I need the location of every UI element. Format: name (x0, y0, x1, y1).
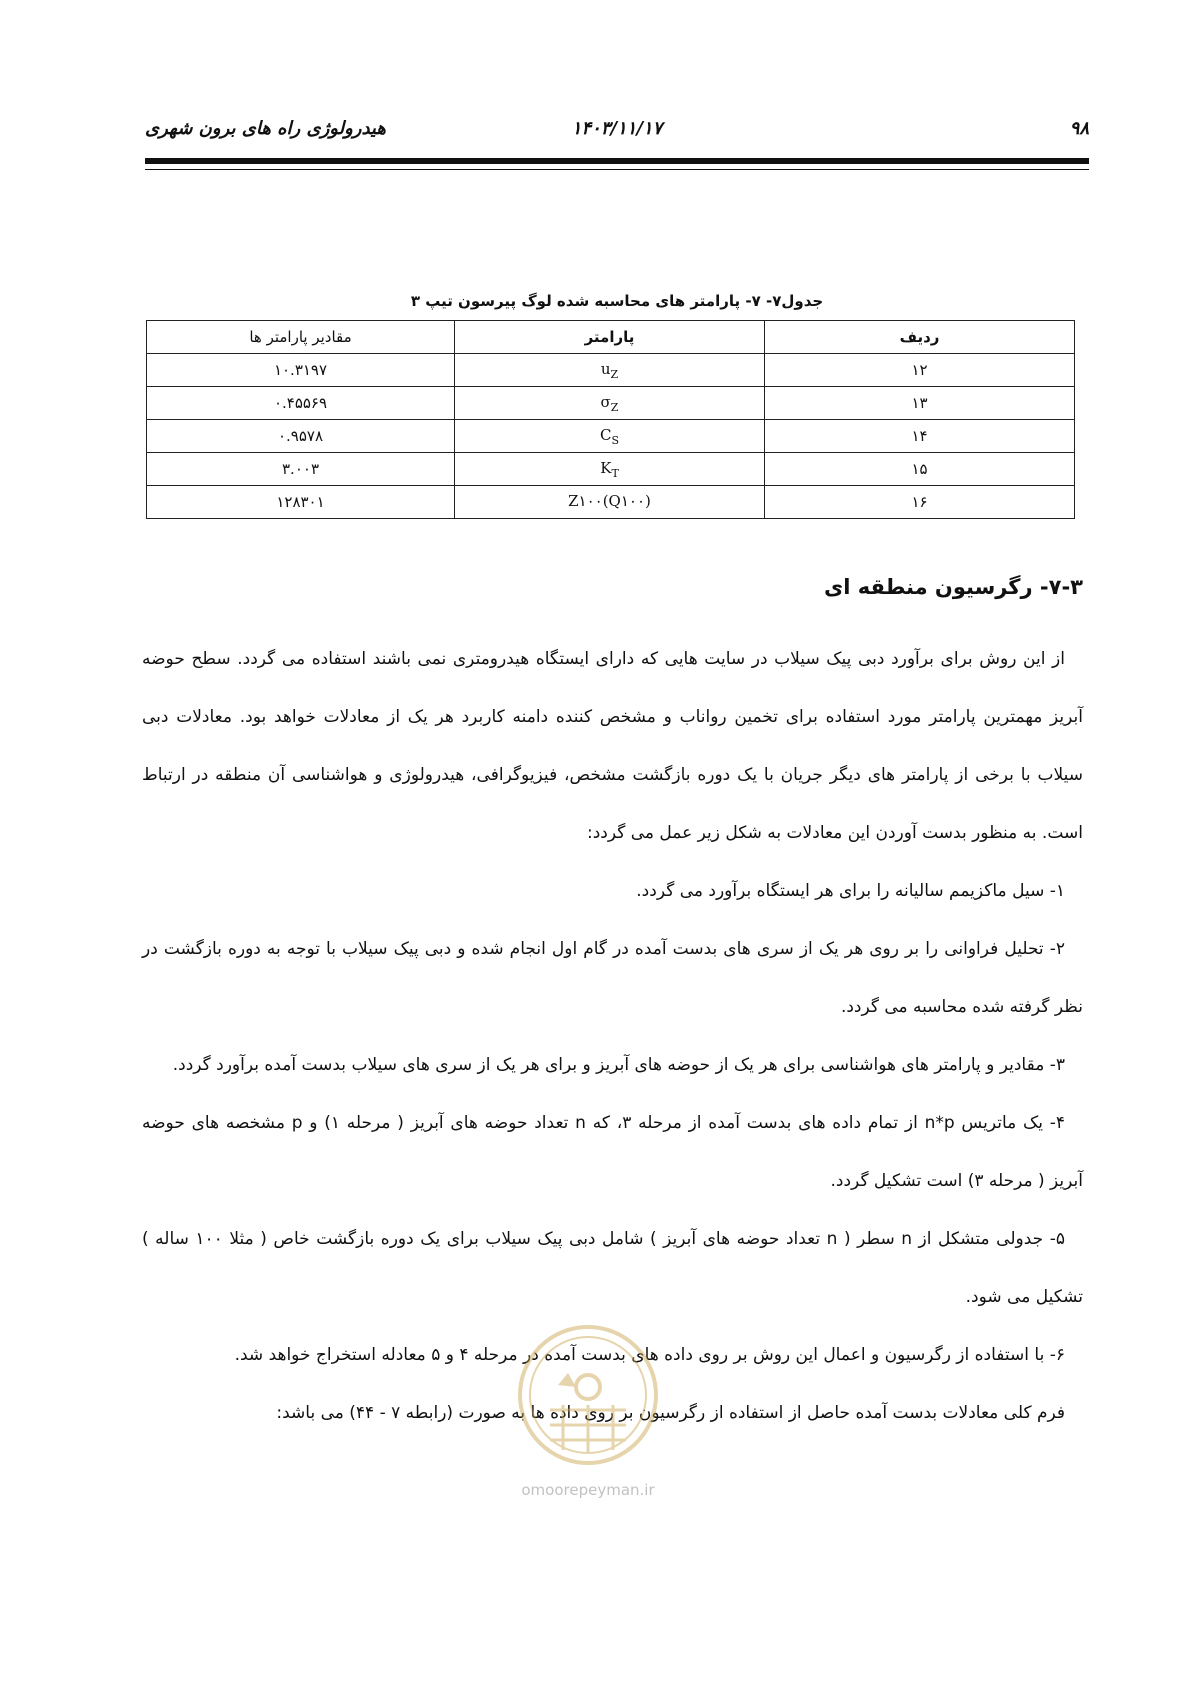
symbol-base: Z۱۰۰(Q۱۰۰) (568, 491, 651, 510)
header-date: ۱۴۰۳/۱۱/۱۷ (571, 118, 663, 139)
header-parameter: پارامتر (455, 321, 765, 354)
header-rule-thick (145, 158, 1089, 164)
row-number: ۱۵ (765, 453, 1075, 486)
intro-paragraph: از این روش برای برآورد دبی پیک سیلاب در سایت هایی که دارای ایستگاه هیدرومتری نمی باشند استفاده می گردد. سطح حوضه آبریز مهمترین پارامتر مورد استفاده برای تخمین رواناب و مشخص کننده دامنه کاربرد هر یک از معادلات خواهد بود. معادلات دبی سیلاب با برخی از پارامتر های دیگر جریان با یک دوره بازگشت مشخص، فیزیوگرافی، هیدرولوژی و هواشناسی آن منطقه در ارتباط است. به منظور بدست آوردن این معادلات به شکل زیر عمل می گردد: (142, 649, 1083, 843)
row-number: ۱۳ (765, 387, 1075, 420)
page-number: ۹۸ (1069, 118, 1089, 139)
section-heading: ۷-۳- رگرسیون منطقه ای (823, 575, 1083, 599)
general-form-sentence: فرم کلی معادلات بدست آمده حاصل از استفاده از رگرسیون بر روی داده ها به صورت (رابطه ۷ - ۴۴) می باشد: (276, 1403, 1065, 1423)
symbol-base: K (600, 458, 612, 477)
row-number: ۱۲ (765, 354, 1075, 387)
parameter-symbol (455, 354, 765, 387)
parameter-symbol (455, 420, 765, 453)
parameter-symbol (455, 387, 765, 420)
table-row (147, 486, 1075, 519)
header-values: مقادیر پارامتر ها (147, 321, 455, 354)
symbol-base: u (600, 359, 611, 378)
table-row (147, 420, 1075, 453)
running-header (145, 118, 1089, 148)
symbol-base: σ (600, 392, 611, 411)
parameter-value: ۰.۹۵۷۸ (147, 420, 455, 453)
parameter-value: ۱۰.۳۱۹۷ (147, 354, 455, 387)
parameter-value: ۳.۰۰۳ (147, 453, 455, 486)
watermark-url: omoorepeyman.ir (521, 1481, 655, 1499)
table-row (147, 354, 1075, 387)
symbol-subscript: T (611, 466, 619, 480)
step-1: ۱- سیل ماکزیمم سالیانه را برای هر ایستگاه برآورد می گردد. (636, 881, 1065, 901)
symbol-base: C (599, 425, 612, 444)
book-title: هیدرولوژی راه های برون شهری (145, 118, 386, 139)
header-row-number: ردیف (765, 321, 1075, 354)
table-row (147, 453, 1075, 486)
watermark (488, 1315, 688, 1499)
step-5: ۵- جدولی متشکل از n سطر ( n تعداد حوضه های آبریز ) شامل دبی پیک سیلاب برای یک دوره بازگشت خاص ( مثلا ۱۰۰ ساله ) تشکیل می شود. (142, 1229, 1083, 1307)
watermark-logo-icon (488, 1315, 688, 1475)
step-2: ۲- تحلیل فراوانی را بر روی هر یک از سری های بدست آمده در گام اول انجام شده و دبی پیک سیلاب با توجه به دوره بازگشت در نظر گرفته شده محاسبه می گردد. (142, 939, 1083, 1017)
table-header-row (147, 321, 1075, 354)
step-3: ۳- مقادیر و پارامتر های هواشناسی برای هر یک از حوضه های آبریز و برای هر یک از سری های سیلاب بدست آمده برآورد گردد. (172, 1055, 1065, 1075)
parameter-symbol (455, 453, 765, 486)
table-caption: جدول۷- ۷- پارامتر های محاسبه شده لوگ پیرسون تیپ ۳ (410, 292, 824, 310)
parameter-value: ۱۲۸۳۰۱ (147, 486, 455, 519)
table-row (147, 387, 1075, 420)
parameter-symbol (455, 486, 765, 519)
symbol-subscript: S (611, 433, 620, 447)
row-number: ۱۶ (765, 486, 1075, 519)
step-6: ۶- با استفاده از رگرسیون و اعمال این روش بر روی داده های بدست آمده در مرحله ۴ و ۵ معادله استخراج خواهد شد. (234, 1345, 1065, 1365)
parameters-table (146, 320, 1075, 519)
row-number: ۱۴ (765, 420, 1075, 453)
symbol-subscript: Z (610, 400, 619, 414)
parameter-value: ۰.۴۵۵۶۹ (147, 387, 455, 420)
header-rule-thin (145, 169, 1089, 170)
step-4: ۴- یک ماتریس n*p از تمام داده های بدست آمده از مرحله ۳، که n تعداد حوضه های آبریز ( مرحله ۱) و p مشخصه های حوضه آبریز ( مرحله ۳) است تشکیل گردد. (142, 1113, 1083, 1191)
symbol-subscript: Z (610, 367, 619, 381)
